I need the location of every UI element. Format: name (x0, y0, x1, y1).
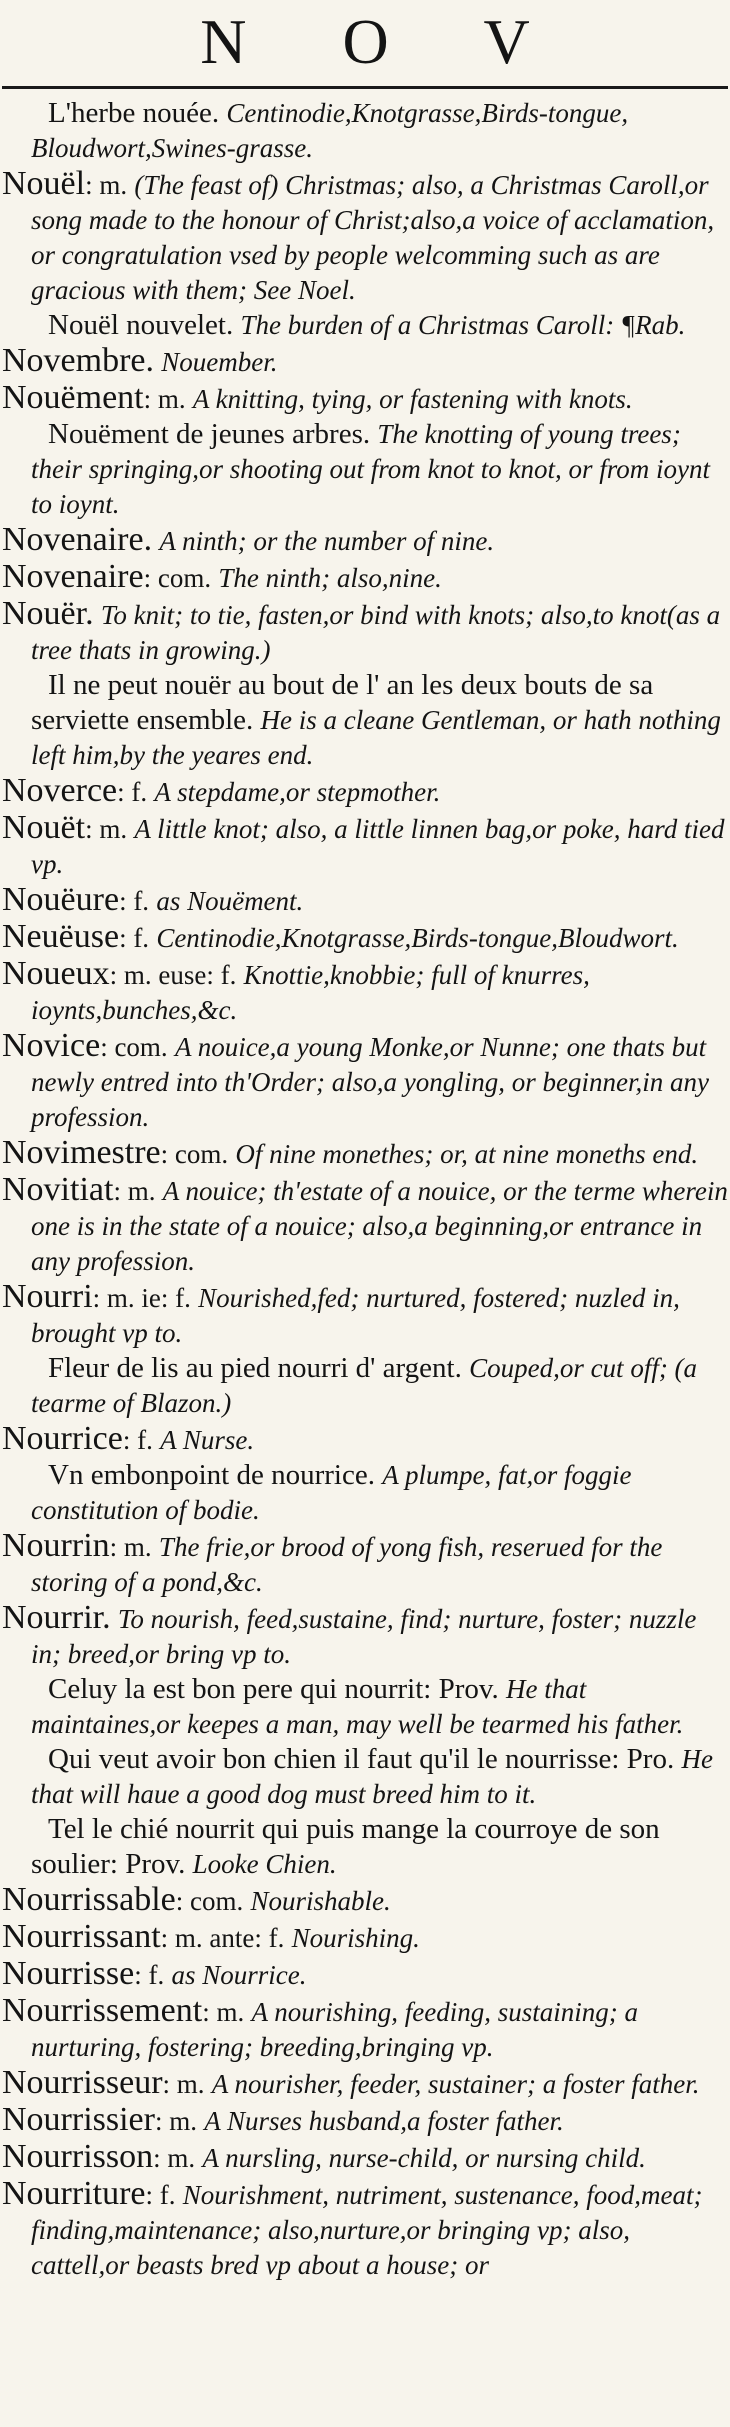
sub-entry (0, 1672, 728, 1742)
entry-headword: Qui veut avoir bon chien il faut qu'il le nourrisse: Pro. (48, 1743, 675, 1775)
sub-entry (0, 308, 728, 343)
entry-grammar: : f. (145, 2180, 176, 2210)
entry-headword: Nourrir. (2, 1599, 111, 1636)
entry-definition: Centinodie,Knotgrasse,Birds-tongue,Bloudwort. (156, 923, 679, 953)
entry-grammar: : m. (153, 2143, 196, 2173)
entry-grammar: : com. (100, 1032, 168, 1062)
entry-grammar: : com. (175, 1886, 244, 1916)
sub-entry (0, 417, 728, 522)
entry-grammar: : com. (160, 1139, 229, 1169)
entry-headword: Nourrissable (2, 1881, 176, 1918)
dictionary-entry (0, 1279, 728, 1351)
entry-grammar: : m. ante: f. (160, 1923, 285, 1953)
dictionary-entry (0, 1528, 728, 1600)
entry-headword: Novitiat (2, 1171, 114, 1208)
entry-grammar: : m. (85, 170, 128, 200)
entry-headword: Nouël (2, 165, 86, 202)
entry-definition: The burden of a Christmas Caroll: ¶Rab. (240, 310, 686, 340)
entry-grammar: : com. (143, 563, 212, 593)
entry-definition: Nourishing. (291, 1923, 420, 1953)
entry-headword: Nourrice (2, 1420, 123, 1457)
entry-grammar: : f. (119, 886, 150, 916)
entry-definition: The frie,or brood of yong fish, reserued for the storing of a pond,&c. (31, 1532, 663, 1597)
entry-headword: Novimestre (2, 1134, 161, 1171)
entry-headword: Nouëure (2, 881, 120, 918)
entry-definition: as Nourrice. (171, 1960, 307, 1990)
entry-definition: A nursling, nurse-child, or nursing child. (202, 2143, 646, 2173)
sub-entry (0, 1458, 728, 1528)
entry-definition: He that maintaines,or keepes a man, may well be tearmed his father. (31, 1674, 684, 1739)
entry-grammar: : m. (109, 1532, 152, 1562)
entry-definition: as Nouëment. (156, 886, 304, 916)
dictionary-entry (0, 956, 728, 1028)
dictionary-entry (0, 1028, 728, 1135)
entry-definition: A little knot; also, a little linnen bag,or poke, hard tied vp. (31, 814, 725, 879)
sub-entry (0, 1351, 728, 1421)
entry-definition: The knotting of young trees; their springing,or shooting out from knot to knot, or from ioynt to ioynt. (31, 419, 711, 519)
entry-headword: Nourrisson (2, 2138, 154, 2175)
dictionary-entry (0, 2139, 728, 2176)
entry-definition: Nouember. (161, 347, 278, 377)
header-rule (2, 86, 728, 89)
entry-definition: A nouice; th'estate of a nouice, or the terme wherein one is in the state of a nouice; also,a beginning,or entrance in any profession. (31, 1176, 728, 1276)
entry-grammar: : m. (202, 1997, 245, 2027)
entry-definition: Knottie,knobbie; full of knurres, ioynts,bunches,&c. (31, 960, 590, 1025)
dictionary-entry (0, 1882, 728, 1919)
dictionary-entry (0, 380, 728, 417)
entry-definition: Nourishment, nutriment, sustenance, food,meat; finding,maintenance; also,nurture,or bringing vp; also, cattell,or beasts bred vp about a house; or (31, 2180, 703, 2280)
entry-grammar: : f. (117, 777, 148, 807)
entry-headword: Neuëuse (2, 918, 120, 955)
entry-headword: Novenaire. (2, 521, 153, 558)
dictionary-entry (0, 343, 728, 380)
entry-headword: Nourri (2, 1278, 93, 1315)
dictionary-entry (0, 810, 728, 882)
entry-headword: Tel le chié nourrit qui puis mange la courroye de son soulier: Prov. (31, 1813, 660, 1880)
entry-definition: A plumpe, fat,or foggie constitution of bodie. (31, 1460, 632, 1525)
dictionary-entry (0, 1421, 728, 1458)
dictionary-entry (0, 166, 728, 308)
dictionary-entry (0, 559, 728, 596)
entry-headword: Celuy la est bon pere qui nourrit: Prov. (48, 1673, 499, 1705)
entry-headword: Noverce (2, 772, 118, 809)
entry-headword: L'herbe nouée. (48, 97, 220, 129)
running-head: N O V (200, 6, 570, 77)
entry-definition: To knit; to tie, fasten,or bind with knots; also,to knot(as a tree thats in growing.) (31, 600, 721, 665)
entry-headword: Nourrisse (2, 1955, 135, 1992)
dictionary-entry (0, 1172, 728, 1279)
entry-grammar: : m. (154, 2106, 197, 2136)
entry-definition: A nourishing, feeding, sustaining; a nurturing, fostering; breeding,bringing vp. (31, 1997, 638, 2062)
entry-headword: Noueux (2, 955, 110, 992)
dictionary-entry (0, 1956, 728, 1993)
entry-definition: A nouice,a young Monke,or Nunne; one thats but newly entred into th'Order; also,a yongling, or beginner,in any profession. (31, 1032, 709, 1132)
entry-headword: Novembre. (2, 342, 155, 379)
entry-definition: A nourisher, feeder, sustainer; a foster father. (211, 2069, 700, 2099)
entry-grammar: : f. (122, 1425, 153, 1455)
entry-grammar: : m. ie: f. (92, 1283, 191, 1313)
entry-headword: Novenaire (2, 558, 144, 595)
dictionary-entry (0, 1135, 728, 1172)
entry-list (0, 96, 728, 2421)
entry-headword: Nouër. (2, 595, 94, 632)
entry-headword: Nouëment (2, 379, 144, 416)
entry-definition: A Nurse. (160, 1425, 255, 1455)
entry-headword: Nourriture (2, 2175, 146, 2212)
sub-entry (0, 1812, 728, 1882)
entry-headword: Nourrissier (2, 2101, 155, 2138)
dictionary-entry (0, 2102, 728, 2139)
entry-headword: Nourrisseur (2, 2064, 163, 2101)
sub-entry (0, 96, 728, 166)
entry-definition: Centinodie,Knotgrasse,Birds-tongue, Bloudwort,Swines-grasse. (31, 98, 629, 163)
entry-grammar: : m. (113, 1176, 156, 1206)
entry-definition: A ninth; or the number of nine. (159, 526, 495, 556)
sub-entry (0, 668, 728, 773)
entry-grammar: : f. (119, 923, 150, 953)
entry-definition: Looke Chien. (192, 1849, 337, 1879)
entry-headword: Novice (2, 1027, 101, 1064)
entry-definition: A stepdame,or stepmother. (154, 777, 441, 807)
entry-definition: He is a cleane Gentleman, or hath nothing left him,by the yeares end. (31, 705, 721, 770)
entry-headword: Nouëment de jeunes arbres. (48, 418, 371, 450)
entry-definition: Nourished,fed; nurtured, fostered; nuzled in, brought vp to. (31, 1283, 680, 1348)
entry-grammar: : m. (162, 2069, 205, 2099)
sub-entry (0, 1742, 728, 1812)
entry-headword: Nouët (2, 809, 86, 846)
dictionary-entry (0, 919, 728, 956)
dictionary-entry (0, 1919, 728, 1956)
dictionary-entry (0, 882, 728, 919)
entry-definition: Couped,or cut off; (a tearme of Blazon.) (31, 1353, 698, 1418)
dictionary-entry (0, 2176, 728, 2283)
entry-definition: Of nine monethes; or, at nine moneths end. (235, 1139, 699, 1169)
entry-grammar: : m. (85, 814, 128, 844)
entry-headword: Fleur de lis au pied nourri d' argent. (48, 1352, 462, 1384)
entry-headword: Vn embonpoint de nourrice. (48, 1459, 375, 1491)
dictionary-entry (0, 522, 728, 559)
entry-definition: To nourish, feed,sustaine, find; nurture, foster; nuzzle in; breed,or bring vp to. (31, 1604, 697, 1669)
entry-headword: Nourrissant (2, 1918, 161, 1955)
entry-definition: Nourishable. (250, 1886, 391, 1916)
entry-grammar: : m. euse: f. (109, 960, 237, 990)
entry-headword: Nourrissement (2, 1992, 203, 2029)
entry-definition: (The feast of) Christmas; also, a Christmas Caroll,or song made to the honour of Christ;also,a voice of acclamation, or congratulation vsed by people welcomming such as are gracious with them; See Noel. (31, 170, 715, 305)
dictionary-entry (0, 1600, 728, 1672)
entry-definition: A knitting, tying, or fastening with knots. (192, 384, 633, 414)
dictionary-entry (0, 596, 728, 668)
entry-definition: The ninth; also,nine. (218, 563, 442, 593)
dictionary-entry (0, 2065, 728, 2102)
entry-grammar: : f. (134, 1960, 165, 1990)
entry-headword: Nouël nouvelet. (48, 309, 234, 341)
entry-grammar: : m. (143, 384, 186, 414)
entry-headword: Nourrin (2, 1527, 110, 1564)
entry-headword: Il ne peut nouër au bout de l' an les deux bouts de sa serviette ensemble. (31, 669, 654, 736)
entry-definition: A Nurses husband,a foster father. (204, 2106, 564, 2136)
entry-definition: He that will haue a good dog must breed him to it. (31, 1744, 713, 1809)
dictionary-entry (0, 1993, 728, 2065)
dictionary-entry (0, 773, 728, 810)
